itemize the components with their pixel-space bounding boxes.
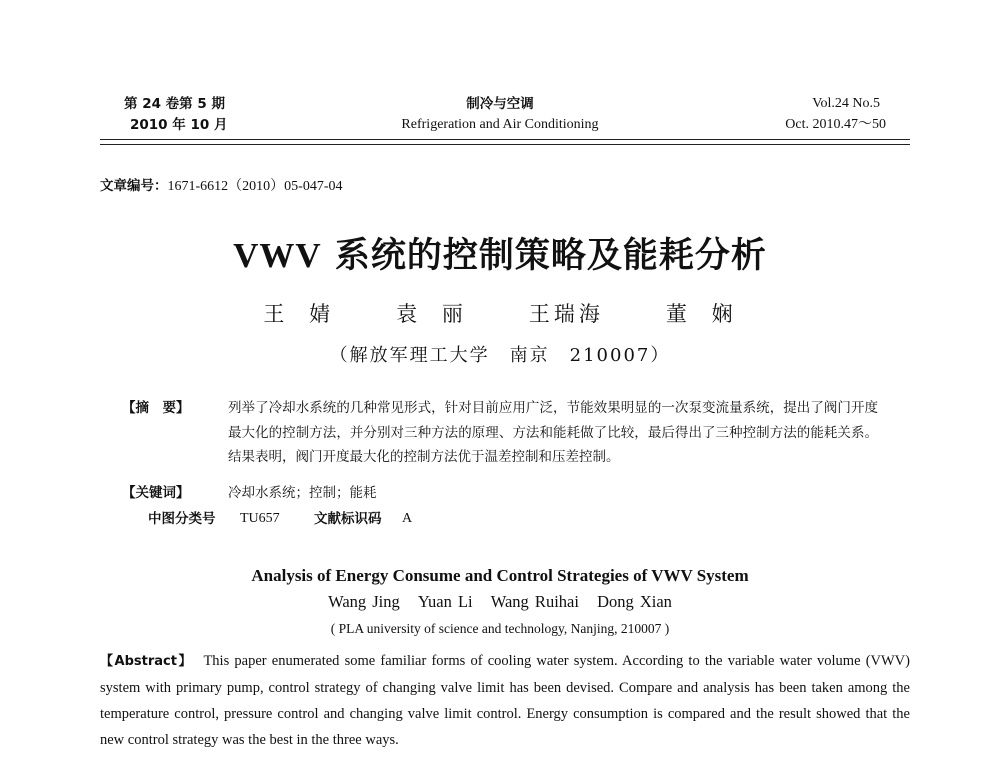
article-number xyxy=(100,174,343,195)
author-en: Wang Ruihai xyxy=(490,592,579,611)
title-cn-latin: VWV xyxy=(233,236,322,275)
author-cn: 王瑞海 xyxy=(528,302,604,326)
journal-name-cn: 制冷与空调 xyxy=(466,96,534,112)
date-pages-en: Oct. 2010.47～50 xyxy=(785,117,886,132)
header-rule-thin xyxy=(100,144,910,145)
document-code-label: 文献标识码 xyxy=(314,511,382,527)
affiliation-cn: （解放军理工大学 南京 210007） xyxy=(329,345,671,366)
keywords-cn-label: 【关键词】 xyxy=(122,485,190,501)
volume-issue-en: Vol.24 No.5 xyxy=(812,96,880,111)
affiliation-en: ( PLA university of science and technology, Nanjing, 210007 ) xyxy=(330,621,670,636)
abstract-cn-text: 列举了冷却水系统的几种常见形式，针对目前应用广泛，节能效果明显的一次泵变流量系统，提出了阀门开度最大化的控制方法，并分别对三种方法的原理、方法和能耗做了比较，最后得出了三种控制方法的能耗关系。结果表明，阀门开度最大化的控制方法优于温差控制和压差控制。 xyxy=(228,400,878,465)
authors-cn xyxy=(0,298,1000,328)
abstract-en xyxy=(100,648,910,753)
author-cn: 董 娴 xyxy=(665,302,737,326)
abstract-cn-label: 【摘 要】 xyxy=(122,400,190,416)
author-en: Dong Xian xyxy=(597,592,672,611)
header-rule-thick xyxy=(100,139,910,140)
title-cn-text: 系统的控制策略及能耗分析 xyxy=(321,236,767,276)
author-cn: 袁 丽 xyxy=(396,302,467,326)
classification-label: 中图分类号 xyxy=(148,511,216,527)
author-cn: 王 婧 xyxy=(263,302,335,326)
volume-issue-cn: 第 24 卷第 5 期 xyxy=(124,96,225,112)
classification-value: TU657 xyxy=(240,511,280,526)
abstract-en-text: This paper enumerated some familiar forms of cooling water system. According to the variable water volume (VWV) system with primary pump, control strategy of changing valve limit has been devised. Compare and analysis has been taken among the temperature control, pressure control and changing valve limit control. Energy consumption is compared and the result showed that the new control strategy was the best in the three ways. xyxy=(100,653,910,748)
article-number-label: 文章编号： xyxy=(100,178,168,194)
title-en: Analysis of Energy Consume and Control Strategies of VWV System xyxy=(251,566,749,585)
authors-en xyxy=(0,592,1000,612)
article-number-value: 1671-6612（2010）05-047-04 xyxy=(167,179,343,194)
date-cn: 2010 年 10 月 xyxy=(130,117,228,133)
abstract-en-label: 【Abstract】 xyxy=(100,654,194,669)
author-en: Yuan Li xyxy=(417,592,473,611)
document-code-value: A xyxy=(402,511,413,526)
title-cn xyxy=(0,228,1000,278)
keywords-cn-text: 冷却水系统；控制；能耗 xyxy=(228,485,377,501)
author-en: Wang Jing xyxy=(328,592,400,611)
journal-name-en: Refrigeration and Air Conditioning xyxy=(401,117,599,132)
